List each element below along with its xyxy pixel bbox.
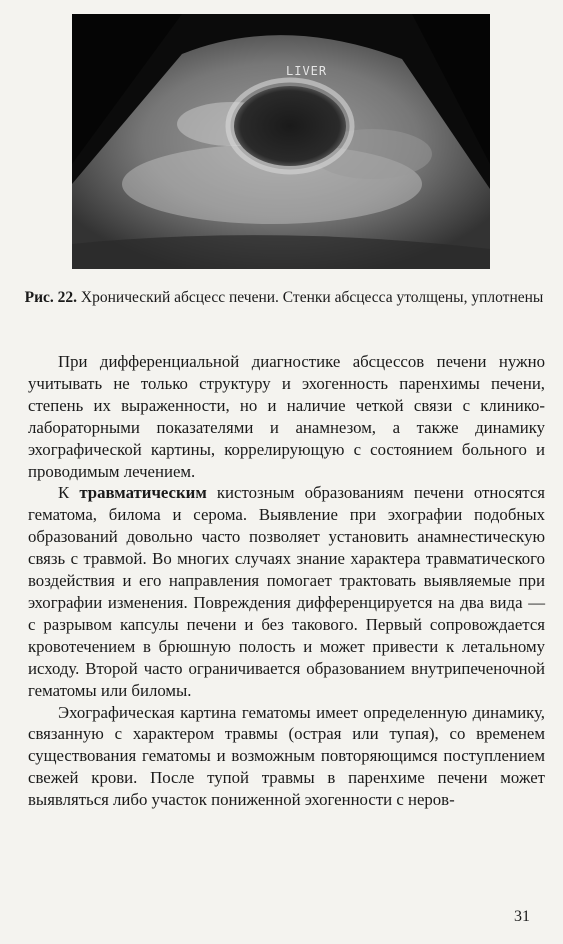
ultrasound-scan — [72, 14, 490, 269]
abscess-cavity — [234, 86, 346, 166]
paragraph-2 — [28, 482, 545, 701]
ultrasound-image — [72, 14, 490, 269]
caption-number: Рис. 22. — [24, 289, 78, 306]
paragraph-3: Эхографическая картина гематомы имеет определенную динамику, связанную с характером травмы (острая или тупая), со временем существования гематомы и возможным повторяющимся поступлением свежей крови. После тупой травмы в паренхиме печени может выявляться либо участок пониженной эхогенности с неров- — [28, 702, 545, 810]
paragraph-2-term: травматическим — [79, 483, 207, 503]
body-text — [28, 351, 545, 811]
paragraph-1: При дифференциальной диагностике абсцессов печени нужно учитывать не только структуру и эхогенность паренхимы печени, степень их выраженности, но и наличие четкой связи с клинико-лабораторными показателями и анамнезом, а также динамику эхографической картины, коррелирующую с состоянием больного и проводимым лечением. — [28, 352, 545, 481]
caption-text: Хронический абсцесс печени. Стенки абсцесса утолщены, уплотнены — [80, 289, 544, 306]
paragraph-2-body: кистозным образованиям печени относятся гематома, билома и серома. Выявление при эхографии подобных образований довольно часто позволяет установить анамнестическую связь с травмой. Во многих случаях знание характера травматического воздействия и его направления помогает трактовать выявляемые при эхографии изменения. Повреждения дифференцируется на два вида — с разрывом капсулы печени и без такового. Первый сопровождается кровотечением в брюшную полость и может привести к летальному исходу. Второй часто ограничивается образованием внутрипеченочной гематомы или биломы. — [28, 483, 545, 700]
liver-label: LIVER — [286, 64, 328, 78]
figure-caption — [24, 288, 544, 307]
page-number: 31 — [514, 908, 530, 925]
paragraph-2-prefix: К — [58, 483, 80, 503]
